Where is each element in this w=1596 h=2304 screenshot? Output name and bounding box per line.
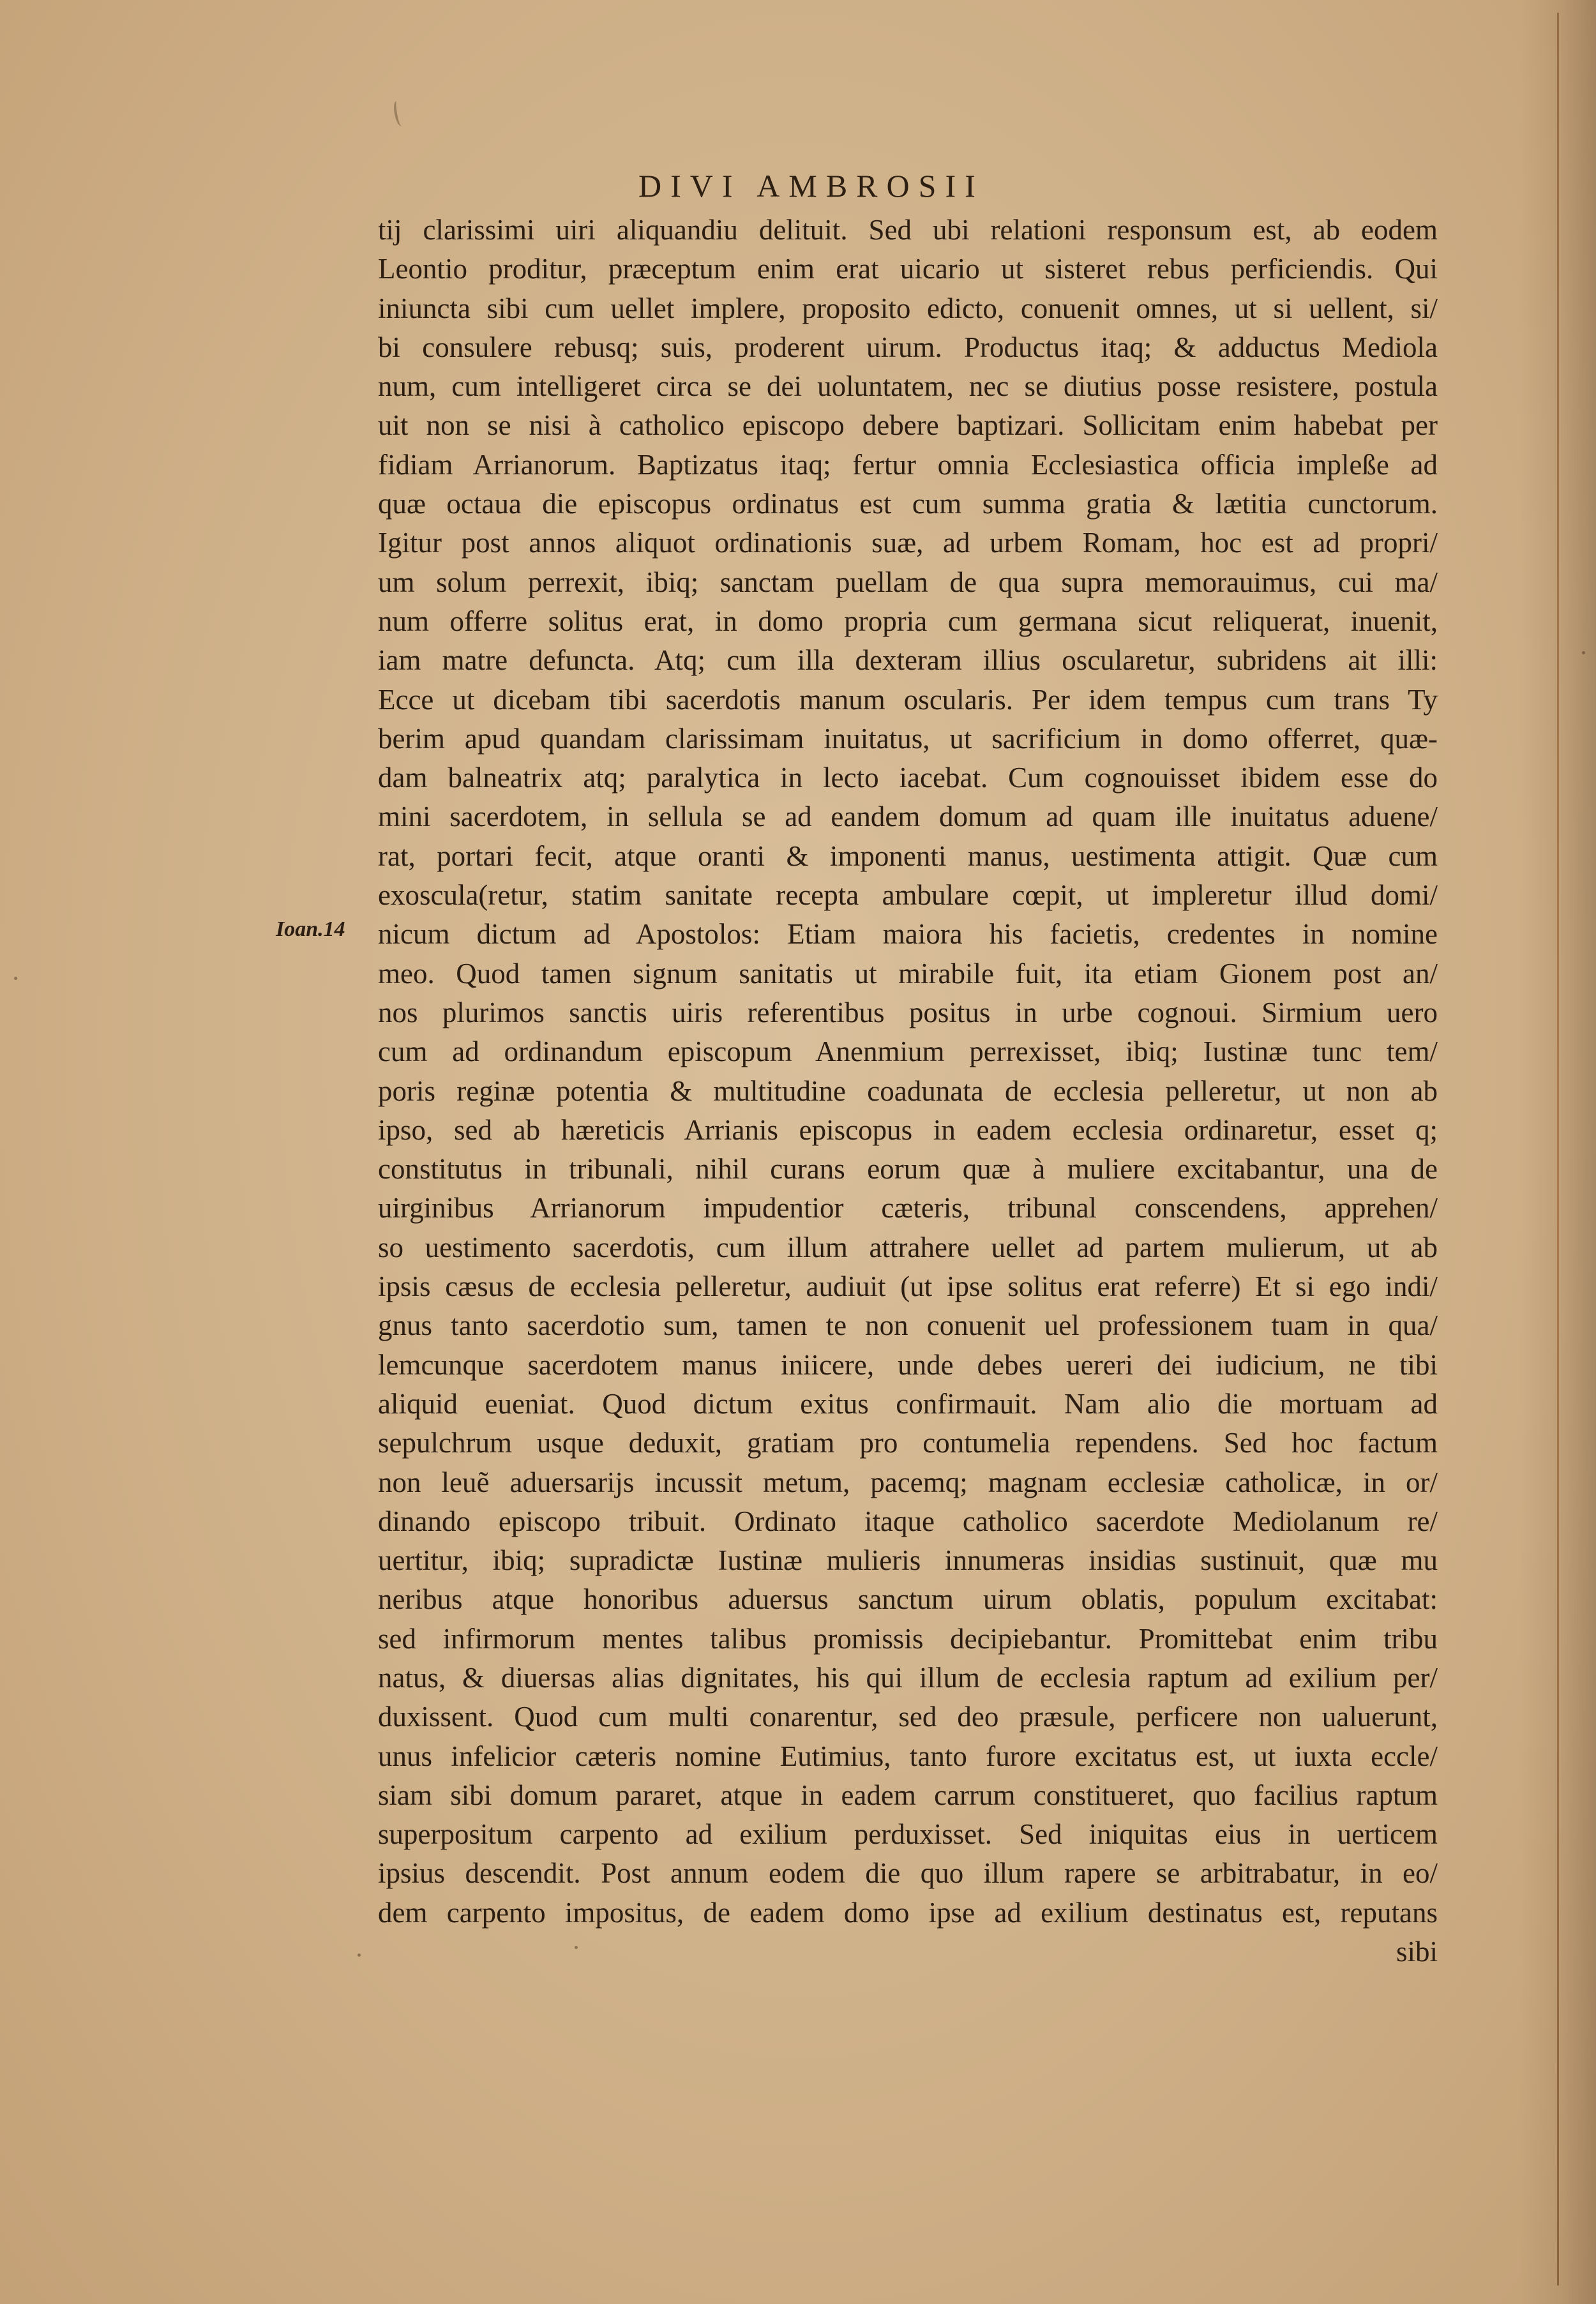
body-text — [378, 211, 1438, 1971]
text-line: berim apud quandam clarissimam inuitatus, ut sacrificium in domo offerret, quæ- — [378, 722, 1438, 755]
text-line: cum ad ordinandum episcopum Anenmium perrexisset, ibiq; Iustinæ tunc tem/ — [378, 1035, 1438, 1068]
text-line: unus infelicior cæteris nomine Eutimius, tanto furore excitatus est, ut iuxta eccle/ — [378, 1740, 1438, 1772]
text-line: aliquid eueniat. Quod dictum exitus confirmauit. Nam alio die mortuam ad — [378, 1387, 1438, 1420]
text-line: uit non se nisi à catholico episcopo debere baptizari. Sollicitam enim habebat per — [378, 409, 1438, 442]
text-line: non leuẽ aduersarijs incussit metum, pacemq; magnam ecclesiæ catholicæ, in or/ — [378, 1466, 1438, 1498]
text-line: natus, & diuersas alias dignitates, his qui illum de ecclesia raptum ad exilium per/ — [378, 1661, 1438, 1694]
text-line: uertitur, ibiq; supradictæ Iustinæ mulieris innumeras insidias sustinuit, quæ mu — [378, 1544, 1438, 1577]
gutter-edge — [1557, 13, 1559, 2285]
text-line: dinando episcopo tribuit. Ordinato itaque catholico sacerdote Mediolanum re/ — [378, 1505, 1438, 1537]
text-line: tij clarissimi uiri aliquandiu delituit. Sed ubi relationi responsum est, ab eodem — [378, 214, 1438, 246]
text-line: rat, portari fecit, atque oranti & imponenti manus, uestimenta attigit. Quæ cum — [378, 840, 1438, 872]
paper-speck — [14, 977, 17, 980]
text-line: duxissent. Quod cum multi conarentur, sed deo præsule, perficere non ualuerunt, — [378, 1701, 1438, 1733]
text-line: nicum dictum ad Apostolos: Etiam maiora his facietis, credentes in nomine — [378, 918, 1438, 951]
running-head: DIVI AMBROSII — [638, 168, 984, 204]
text-line: quæ octaua die episcopus ordinatus est cum summa gratia & lætitia cunctorum. — [378, 488, 1438, 520]
ink-mark — [393, 100, 405, 127]
text-line: um solum perrexit, ibiq; sanctam puellam de qua supra memorauimus, cui ma/ — [378, 566, 1438, 598]
paper-speck — [575, 1946, 578, 1949]
text-line: bi consulere rebusq; suis, proderent uirum. Productus itaq; & adductus Mediola — [378, 331, 1438, 363]
text-line: sibi — [1396, 1936, 1438, 1968]
text-line: poris reginæ potentia & multitudine coadunata de ecclesia pelleretur, ut non ab — [378, 1074, 1438, 1107]
paper-speck — [358, 1954, 361, 1957]
text-line: ipsis cæsus de ecclesia pelleretur, audiuit (ut ipse solitus erat referre) Et si ego indi/ — [378, 1270, 1438, 1303]
text-line: num offerre solitus erat, in domo propria cum germana sicut reliquerat, inuenit, — [378, 605, 1438, 637]
text-line: sed infirmorum mentes talibus promissis decipiebantur. Promittebat enim tribu — [378, 1622, 1438, 1655]
text-line: Leontio proditur, præceptum enim erat uicario ut sisteret rebus perficiendis. Qui — [378, 253, 1438, 285]
text-line: Ecce ut dicebam tibi sacerdotis manum oscularis. Per idem tempus cum trans Ty — [378, 683, 1438, 716]
margin-note: Ioan.14 — [276, 917, 345, 941]
text-line: dam balneatrix atq; paralytica in lecto iacebat. Cum cognouisset ibidem esse do — [378, 762, 1438, 794]
text-line: so uestimento sacerdotis, cum illum attrahere uellet ad partem mulierum, ut ab — [378, 1231, 1438, 1263]
text-line: meo. Quod tamen signum sanitatis ut mirabile fuit, ita etiam Gionem post an/ — [378, 957, 1438, 990]
paper-speck — [1582, 651, 1585, 654]
text-line: neribus atque honoribus aduersus sanctum uirum oblatis, populum excitabat: — [378, 1583, 1438, 1616]
text-line: superpositum carpento ad exilium perduxisset. Sed iniquitas eius in uerticem — [378, 1818, 1438, 1851]
text-line: Igitur post annos aliquot ordinationis suæ, ad urbem Romam, hoc est ad propri/ — [378, 527, 1438, 559]
text-line: constitutus in tribunali, nihil curans eorum quæ à muliere excitabantur, una de — [378, 1153, 1438, 1186]
text-line: mini sacerdotem, in sellula se ad eandem domum ad quam ille inuitatus aduene/ — [378, 801, 1438, 833]
text-line: iniuncta sibi cum uellet implere, proposito edicto, conuenit omnes, ut si uellent, si/ — [378, 292, 1438, 324]
text-line: exoscula(retur, statim sanitate recepta ambulare cœpit, ut impleretur illud domi/ — [378, 879, 1438, 912]
text-line: num, cum intelligeret circa se dei uoluntatem, nec se diutius posse resistere, postula — [378, 370, 1438, 403]
text-line: iam matre defuncta. Atq; cum illa dexteram illius oscularetur, subridens ait illi: — [378, 644, 1438, 677]
text-line: gnus tanto sacerdotio sum, tamen te non conuenit uel professionem tuam in qua/ — [378, 1309, 1438, 1342]
text-line: nos plurimos sanctis uiris referentibus positus in urbe cognoui. Sirmium uero — [378, 996, 1438, 1028]
text-line: dem carpento impositus, de eadem domo ipse ad exilium destinatus est, reputans — [378, 1896, 1438, 1929]
text-line: sepulchrum usque deduxit, gratiam pro contumelia rependens. Sed hoc factum — [378, 1427, 1438, 1459]
text-line: siam sibi domum pararet, atque in eadem carrum constitueret, quo facilius raptum — [378, 1779, 1438, 1811]
text-line: fidiam Arrianorum. Baptizatus itaq; fertur omnia Ecclesiastica officia impleße ad — [378, 448, 1438, 481]
text-line: lemcunque sacerdotem manus iniicere, unde debes uereri dei iudicium, ne tibi — [378, 1348, 1438, 1381]
text-line: ipsius descendit. Post annum eodem die quo illum rapere se arbitrabatur, in eo/ — [378, 1857, 1438, 1890]
text-line: ipso, sed ab hæreticis Arrianis episcopus in eadem ecclesia ordinaretur, esset q; — [378, 1113, 1438, 1146]
text-line: uirginibus Arrianorum impudentior cæteris, tribunal conscendens, apprehen/ — [378, 1192, 1438, 1224]
